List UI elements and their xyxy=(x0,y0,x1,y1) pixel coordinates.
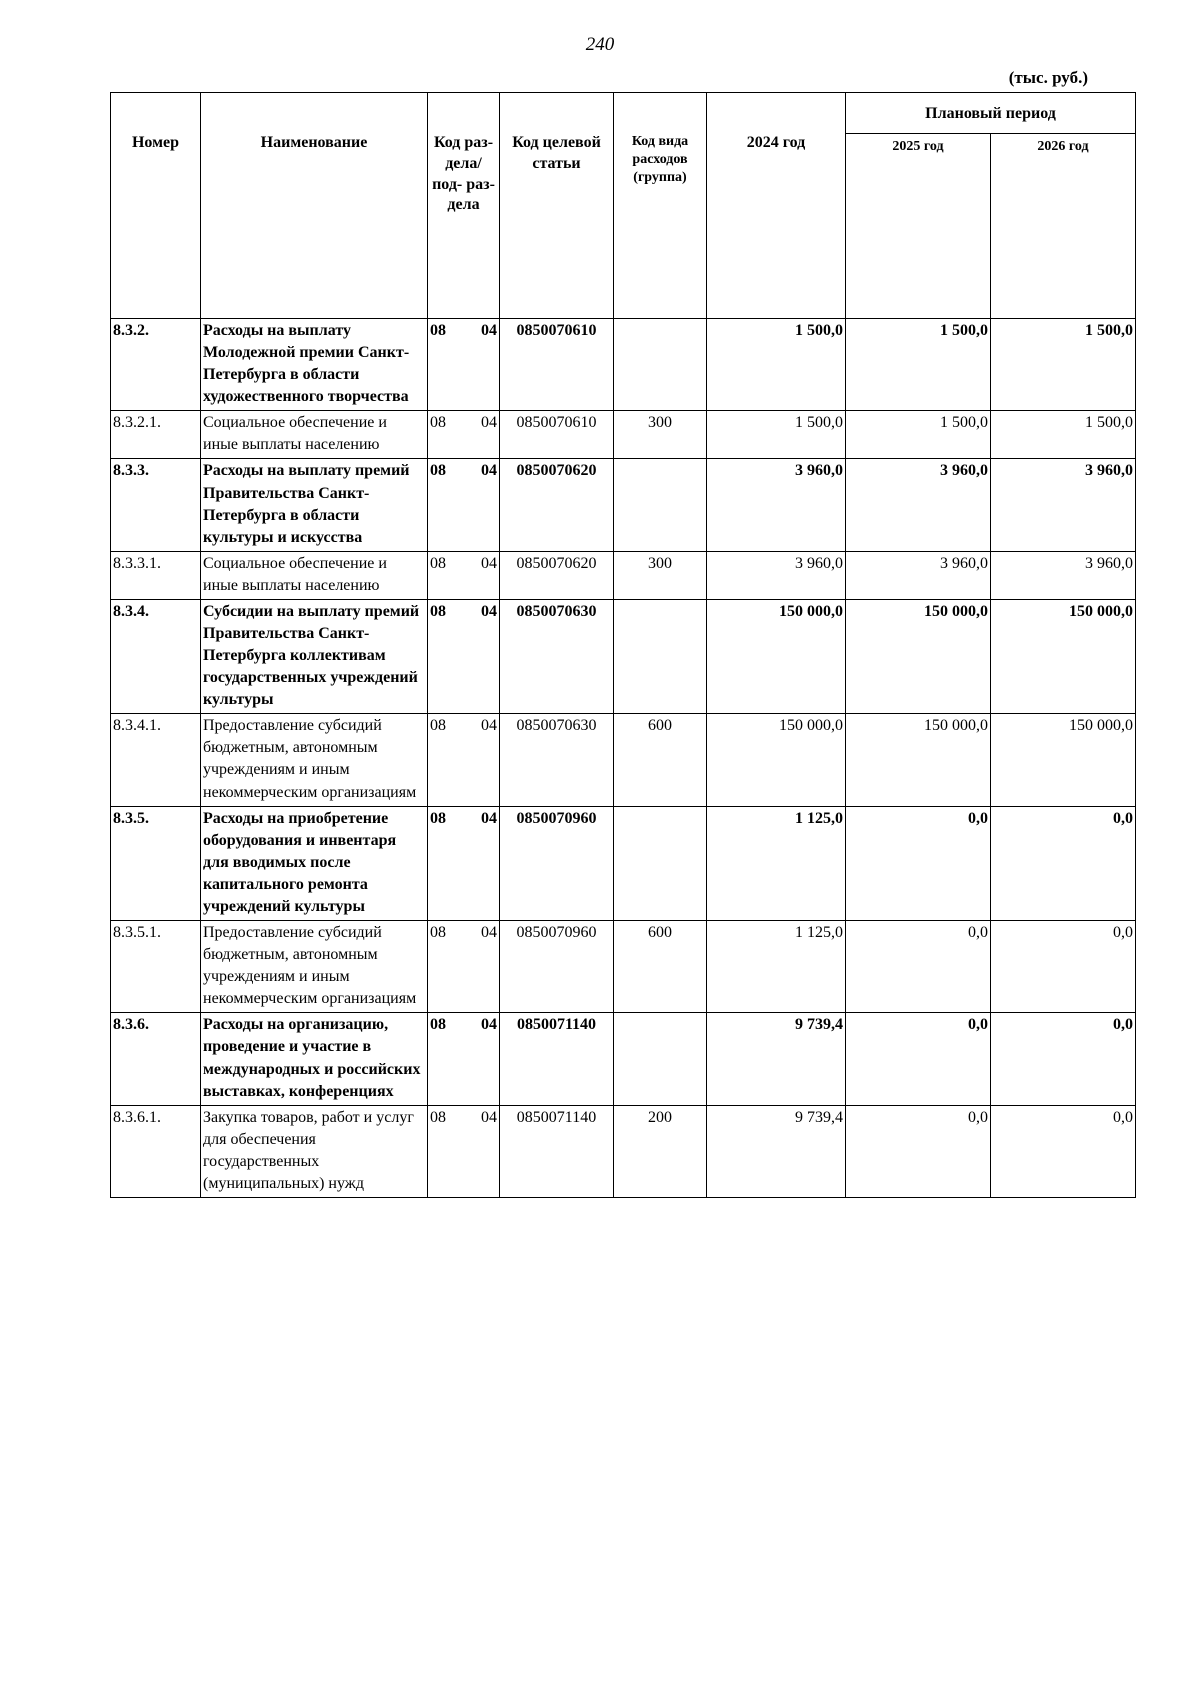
cell-kod-vida-rashodov: 300 xyxy=(614,411,707,459)
cell-kod-vida-rashodov: 300 xyxy=(614,551,707,599)
table-row xyxy=(111,319,1136,411)
cell-kod-razdela xyxy=(428,599,500,713)
cell-kod-celevoy-stati: 0850070610 xyxy=(500,411,614,459)
cell-kod-celevoy-stati: 0850070960 xyxy=(500,921,614,1013)
razdel-code: 08 xyxy=(430,602,446,620)
cell-2024: 150 000,0 xyxy=(707,714,846,806)
cell-2025: 1 500,0 xyxy=(846,411,991,459)
cell-2026: 0,0 xyxy=(991,1105,1136,1197)
cell-naimenovanie: Социальное обеспечение и иные выплаты населению xyxy=(201,411,428,459)
cell-nomer: 8.3.5. xyxy=(111,806,201,920)
kod-razdela-pair xyxy=(430,1014,497,1036)
razdel-code: 08 xyxy=(430,414,446,432)
header-kod-celevoy-stati: Код целевой статьи xyxy=(500,93,614,319)
cell-2024: 9 739,4 xyxy=(707,1013,846,1105)
cell-2026: 3 960,0 xyxy=(991,551,1136,599)
cell-kod-razdela xyxy=(428,806,500,920)
cell-2025: 0,0 xyxy=(846,1013,991,1105)
table-row xyxy=(111,459,1136,551)
cell-2024: 1 125,0 xyxy=(707,806,846,920)
cell-kod-celevoy-stati: 0850070620 xyxy=(500,459,614,551)
cell-nomer: 8.3.4. xyxy=(111,599,201,713)
razdel-code: 08 xyxy=(430,554,446,572)
cell-2025: 0,0 xyxy=(846,921,991,1013)
cell-nomer: 8.3.6.1. xyxy=(111,1105,201,1197)
cell-2025: 0,0 xyxy=(846,806,991,920)
cell-nomer: 8.3.6. xyxy=(111,1013,201,1105)
cell-kod-vida-rashodov xyxy=(614,599,707,713)
cell-kod-celevoy-stati: 0850070960 xyxy=(500,806,614,920)
cell-2024: 1 500,0 xyxy=(707,319,846,411)
cell-2024: 150 000,0 xyxy=(707,599,846,713)
cell-nomer: 8.3.3.1. xyxy=(111,551,201,599)
podrazdel-code: 04 xyxy=(481,1016,497,1034)
cell-2026: 0,0 xyxy=(991,1013,1136,1105)
cell-nomer: 8.3.2. xyxy=(111,319,201,411)
cell-kod-razdela xyxy=(428,921,500,1013)
cell-kod-celevoy-stati: 0850071140 xyxy=(500,1105,614,1197)
cell-kod-razdela xyxy=(428,459,500,551)
cell-kod-vida-rashodov: 600 xyxy=(614,921,707,1013)
razdel-code: 08 xyxy=(430,322,446,339)
cell-nomer: 8.3.5.1. xyxy=(111,921,201,1013)
header-naimenovanie: Наименование xyxy=(201,93,428,319)
cell-kod-celevoy-stati: 0850070630 xyxy=(500,599,614,713)
cell-kod-vida-rashodov xyxy=(614,459,707,551)
cell-2025: 150 000,0 xyxy=(846,714,991,806)
header-2024: 2024 год xyxy=(707,93,846,319)
cell-nomer: 8.3.4.1. xyxy=(111,714,201,806)
cell-nomer: 8.3.3. xyxy=(111,459,201,551)
cell-nomer: 8.3.2.1. xyxy=(111,411,201,459)
cell-kod-celevoy-stati: 0850070620 xyxy=(500,551,614,599)
cell-2025: 0,0 xyxy=(846,1105,991,1197)
cell-kod-razdela xyxy=(428,319,500,411)
cell-kod-razdela xyxy=(428,1105,500,1197)
cell-naimenovanie: Расходы на выплату Молодежной премии Санкт-Петербурга в области художественного творчества xyxy=(201,319,428,411)
kod-razdela-pair xyxy=(430,412,497,434)
header-2025: 2025 год xyxy=(846,134,991,319)
kod-razdela-pair xyxy=(430,715,497,737)
table-row xyxy=(111,1105,1136,1197)
header-kod-vida-rashodov: Код вида расходов (группа) xyxy=(614,93,707,319)
cell-kod-vida-rashodov xyxy=(614,319,707,411)
cell-naimenovanie: Социальное обеспечение и иные выплаты населению xyxy=(201,551,428,599)
units-label: (тыс. руб.) xyxy=(1008,68,1088,87)
kod-razdela-pair xyxy=(430,922,497,944)
podrazdel-code: 04 xyxy=(481,1108,497,1126)
cell-2026: 0,0 xyxy=(991,806,1136,920)
header-nomer: Номер xyxy=(111,93,201,319)
razdel-code: 08 xyxy=(430,1108,446,1126)
table-row xyxy=(111,411,1136,459)
cell-kod-celevoy-stati: 0850070630 xyxy=(500,714,614,806)
cell-2025: 150 000,0 xyxy=(846,599,991,713)
razdel-code: 08 xyxy=(430,1016,446,1034)
podrazdel-code: 04 xyxy=(481,717,497,735)
cell-naimenovanie: Расходы на организацию, проведение и участие в международных и российских выставках, конференциях xyxy=(201,1013,428,1105)
cell-kod-vida-rashodov: 200 xyxy=(614,1105,707,1197)
podrazdel-code: 04 xyxy=(481,924,497,942)
cell-naimenovanie: Закупка товаров, работ и услуг для обеспечения государственных (муниципальных) нужд xyxy=(201,1105,428,1197)
razdel-code: 08 xyxy=(430,924,446,942)
cell-kod-razdela xyxy=(428,411,500,459)
table-row xyxy=(111,806,1136,920)
cell-kod-razdela xyxy=(428,551,500,599)
kod-razdela-pair xyxy=(430,1107,497,1129)
cell-naimenovanie: Расходы на выплату премий Правительства Санкт-Петербурга в области культуры и искусства xyxy=(201,459,428,551)
cell-2024: 3 960,0 xyxy=(707,459,846,551)
cell-2026: 150 000,0 xyxy=(991,599,1136,713)
budget-table xyxy=(110,92,1136,1198)
cell-kod-celevoy-stati: 0850071140 xyxy=(500,1013,614,1105)
cell-kod-razdela xyxy=(428,714,500,806)
podrazdel-code: 04 xyxy=(481,809,497,827)
page-number: 240 xyxy=(585,34,615,55)
cell-2026: 3 960,0 xyxy=(991,459,1136,551)
kod-razdela-pair xyxy=(430,460,497,482)
cell-2025: 3 960,0 xyxy=(846,459,991,551)
podrazdel-code: 04 xyxy=(481,322,497,339)
kod-razdela-pair xyxy=(430,553,497,575)
cell-kod-razdela xyxy=(428,1013,500,1105)
cell-2025: 3 960,0 xyxy=(846,551,991,599)
cell-kod-vida-rashodov xyxy=(614,1013,707,1105)
cell-naimenovanie: Расходы на приобретение оборудования и инвентаря для вводимых после капитального ремонта учреждений культуры xyxy=(201,806,428,920)
cell-kod-celevoy-stati: 0850070610 xyxy=(500,319,614,411)
cell-2026: 1 500,0 xyxy=(991,411,1136,459)
header-kod-razdela: Код раз- дела/ под- раз- дела xyxy=(428,93,500,319)
podrazdel-code: 04 xyxy=(481,414,497,432)
table-row xyxy=(111,921,1136,1013)
kod-razdela-pair xyxy=(430,808,497,830)
cell-2026: 150 000,0 xyxy=(991,714,1136,806)
cell-naimenovanie: Субсидии на выплату премий Правительства Санкт-Петербурга коллективам государственных учреждений культуры xyxy=(201,599,428,713)
cell-2024: 3 960,0 xyxy=(707,551,846,599)
razdel-code: 08 xyxy=(430,717,446,735)
cell-kod-vida-rashodov: 600 xyxy=(614,714,707,806)
table-header xyxy=(111,93,1136,319)
razdel-code: 08 xyxy=(430,462,446,480)
podrazdel-code: 04 xyxy=(481,554,497,572)
cell-naimenovanie: Предоставление субсидий бюджетным, автономным учреждениям и иным некоммерческим организациям xyxy=(201,714,428,806)
table-row xyxy=(111,1013,1136,1105)
cell-2024: 1 125,0 xyxy=(707,921,846,1013)
cell-2024: 9 739,4 xyxy=(707,1105,846,1197)
kod-razdela-pair xyxy=(430,601,497,623)
table-body xyxy=(111,319,1136,1198)
cell-2026: 0,0 xyxy=(991,921,1136,1013)
cell-2025: 1 500,0 xyxy=(846,319,991,411)
razdel-code: 08 xyxy=(430,809,446,827)
table-row xyxy=(111,714,1136,806)
cell-naimenovanie: Предоставление субсидий бюджетным, автономным учреждениям и иным некоммерческим организациям xyxy=(201,921,428,1013)
header-planovyi-period: Плановый период xyxy=(846,93,1136,134)
kod-razdela-pair xyxy=(430,320,497,342)
table-row xyxy=(111,599,1136,713)
table-row xyxy=(111,551,1136,599)
header-2026: 2026 год xyxy=(991,134,1136,319)
cell-kod-vida-rashodov xyxy=(614,806,707,920)
cell-2024: 1 500,0 xyxy=(707,411,846,459)
podrazdel-code: 04 xyxy=(481,462,497,480)
cell-2026: 1 500,0 xyxy=(991,319,1136,411)
podrazdel-code: 04 xyxy=(481,602,497,620)
